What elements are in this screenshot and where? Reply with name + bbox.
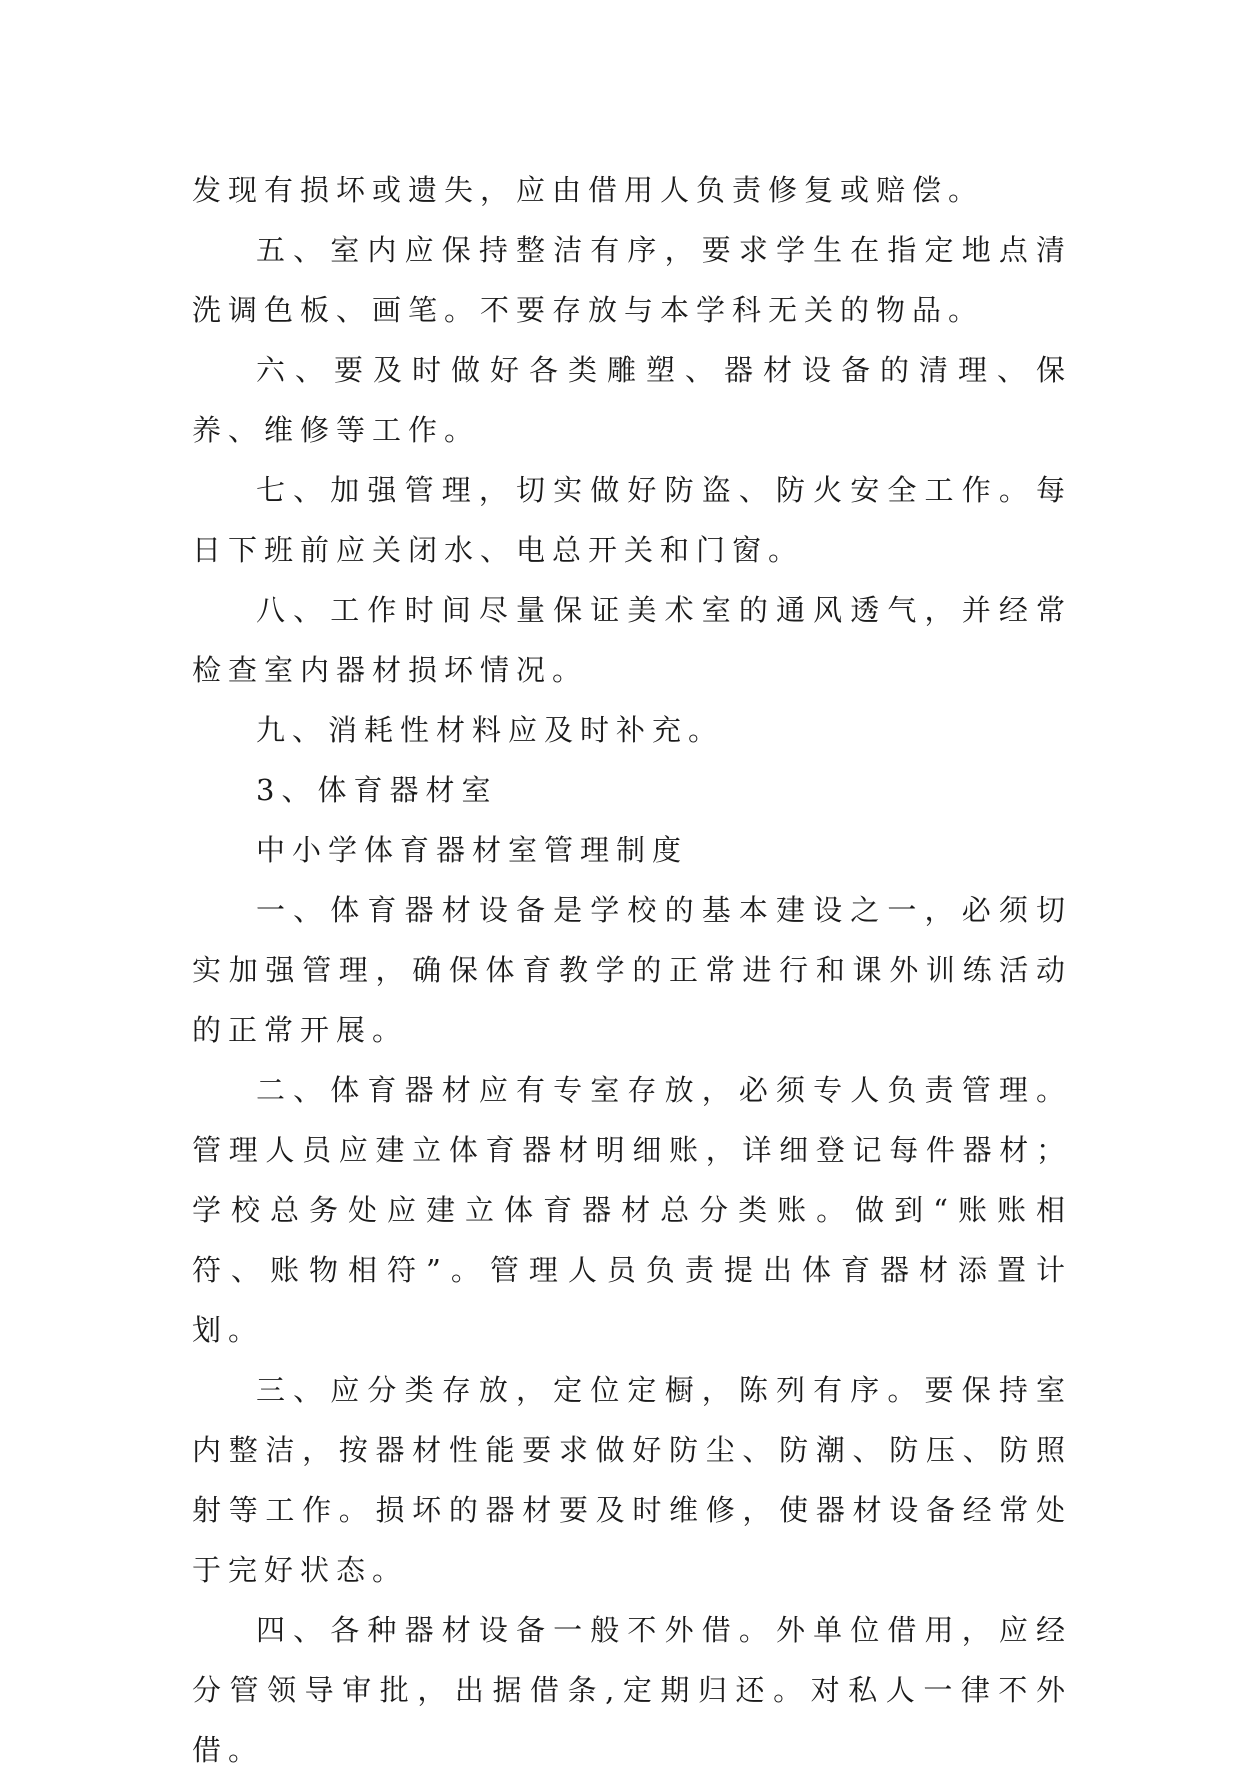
paragraph-rule-7: 七、加强管理，切实做好防盗、防火安全工作。每日下班前应关闭水、电总开关和门窗。 [192, 473, 1072, 567]
paragraph-pe-rule-4: 四、各种器材设备一般不外借。外单位借用，应经分管领导审批，出据借条,定期归还。对私人一律不外借。 [192, 1613, 1072, 1767]
regulation-title: 中小学体育器材室管理制度 [256, 833, 689, 867]
section-heading: 3、体育器材室 [256, 773, 498, 807]
paragraph-rule-6: 六、要及时做好各类雕塑、器材设备的清理、保养、维修等工作。 [192, 353, 1072, 447]
paragraph-rule-8: 八、工作时间尽量保证美术室的通风透气，并经常检查室内器材损坏情况。 [192, 593, 1072, 687]
document-body [192, 160, 1072, 1780]
paragraph-rule-5: 五、室内应保持整洁有序，要求学生在指定地点清洗调色板、画笔。不要存放与本学科无关的物品。 [192, 233, 1072, 327]
paragraph-pe-rule-3: 三、应分类存放，定位定橱，陈列有序。要保持室内整洁，按器材性能要求做好防尘、防潮、防压、防照射等工作。损坏的器材要及时维修，使器材设备经常处于完好状态。 [192, 1373, 1072, 1587]
paragraph-pe-rule-2: 二、体育器材应有专室存放，必须专人负责管理。管理人员应建立体育器材明细账，详细登记每件器材；学校总务处应建立体育器材总分类账。做到“账账相符、账物相符”。管理人员负责提出体育器材添置计划。 [192, 1073, 1072, 1347]
paragraph-continuation: 发现有损坏或遗失，应由借用人负责修复或赔偿。 [192, 173, 985, 207]
paragraph-rule-9: 九、消耗性材料应及时补充。 [256, 713, 725, 747]
paragraph-pe-rule-1: 一、体育器材设备是学校的基本建设之一，必须切实加强管理，确保体育教学的正常进行和课外训练活动的正常开展。 [192, 893, 1072, 1047]
